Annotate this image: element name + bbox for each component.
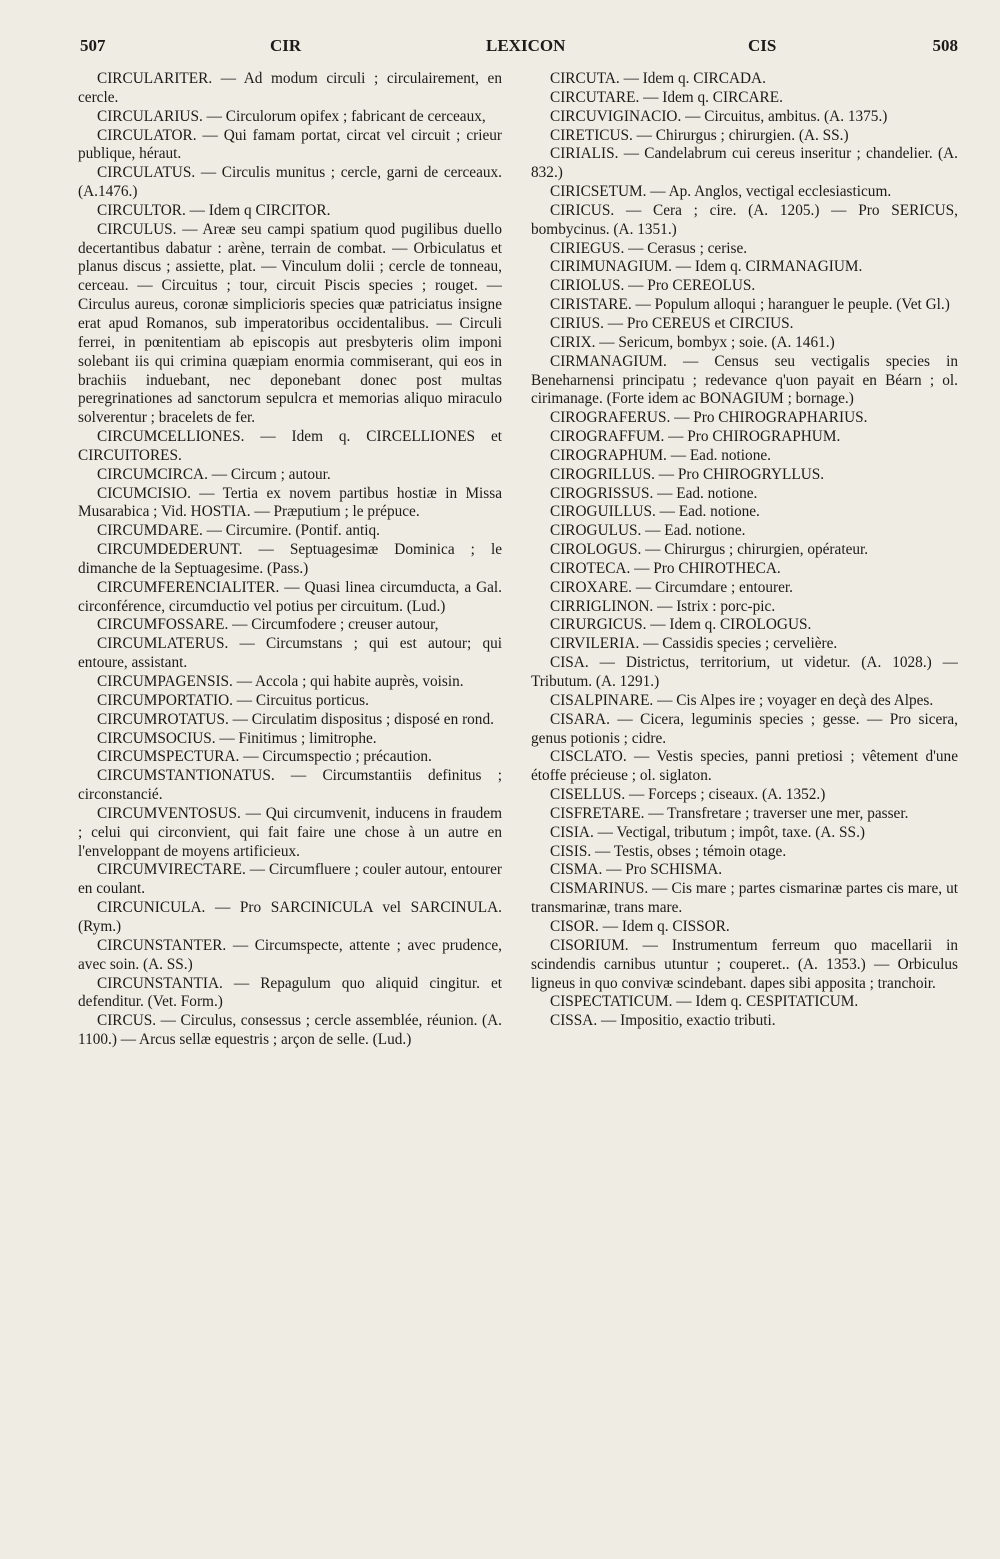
dictionary-entry: CIRCULTOR. — Idem q CIRCITOR. xyxy=(97,201,331,219)
left-page-number: 507 xyxy=(80,36,106,55)
dictionary-entry: CIROGRISSUS. — Ead. notione. xyxy=(550,484,758,502)
dictionary-entry: CIRICUS. — Cera ; cire. (A. 1205.) — Pro SERICUS, bombycinus. (A. 1351.) xyxy=(531,201,958,238)
dictionary-entry: CISMARINUS. — Cis mare ; partes cismarinæ partes cis mare, ut transmarinæ, trans mare. xyxy=(531,880,958,917)
dictionary-entry: CICUMCISIO. — Tertia ex novem partibus hostiæ in Missa Musarabica ; Vid. HOSTIA. — Præputium ; le prépuce. xyxy=(78,484,502,521)
dictionary-entry: CIRIEGUS. — Cerasus ; cerise. xyxy=(550,239,748,257)
dictionary-entry: CISIS. — Testis, obses ; témoin otage. xyxy=(550,842,787,860)
dictionary-entry: CISARA. — Cicera, leguminis species ; gesse. — Pro sicera, genus potionis ; cidre. xyxy=(531,710,958,747)
dictionary-entry: CISA. — Districtus, territorium, ut videtur. (A. 1028.) — Tributum. (A. 1291.) xyxy=(531,654,958,690)
dictionary-entry: CIRIX. — Sericum, bombyx ; soie. (A. 1461.) xyxy=(550,333,835,351)
dictionary-entry: CISFRETARE. — Transfretare ; traverser une mer, passer. xyxy=(550,804,909,822)
dictionary-entry: CIRCULATOR. — Qui famam portat, circat vel circuit ; crieur publique, héraut. xyxy=(78,126,502,163)
dictionary-entry: CISPECTATICUM. — Idem q. CESPITATICUM. xyxy=(550,993,859,1011)
dictionary-entry: CIROGUILLUS. — Ead. notione. xyxy=(550,503,760,521)
dictionary-entry: CIRCULATUS. — Circulis munitus ; cercle, garni de cerceaux. (A.1476.) xyxy=(78,164,502,201)
dictionary-entry: CISALPINARE. — Cis Alpes ire ; voyager en deçà des Alpes. xyxy=(550,691,934,709)
dictionary-entry: CIRCUMSTANTIONATUS. — Circumstantiis definitus ; circonstancié. xyxy=(78,767,502,804)
dictionary-entry: CIRCUVIGINACIO. — Circuitus, ambitus. (A. 1375.) xyxy=(550,107,888,125)
dictionary-entry: CIRCUMPORTATIO. — Circuitus porticus. xyxy=(97,691,369,709)
dictionary-entry: CIRCUMFERENCIALITER. — Quasi linea circumducta, a Gal. circonférence, circumductio vel potius per circuitum. (Lud.) xyxy=(78,578,502,615)
dictionary-entry: CIRIMUNAGIUM. — Idem q. CIRMANAGIUM. xyxy=(550,258,863,276)
dictionary-entry: CIRISTARE. — Populum alloqui ; haranguer le peuple. (Vet Gl.) xyxy=(550,296,950,314)
dictionary-entry: CIRCUMVIRECTARE. — Circumfluere ; couler autour, entourer en coulant. xyxy=(78,861,502,898)
dictionary-entry: CIRIOLUS. — Pro CEREOLUS. xyxy=(550,277,756,295)
dictionary-entry: CISELLUS. — Forceps ; ciseaux. (A. 1352.) xyxy=(550,786,826,804)
dictionary-entry: CIRCULARIUS. — Circulorum opifex ; fabricant de cerceaux, xyxy=(97,107,486,125)
dictionary-entry: CIROGRAFERUS. — Pro CHIROGRAPHARIUS. xyxy=(550,409,868,427)
dictionary-entry: CIRCUMSPECTURA. — Circumspectio ; précaution. xyxy=(97,748,432,766)
running-header xyxy=(0,36,1000,66)
dictionary-entry: CIRCUTA. — Idem q. CIRCADA. xyxy=(550,70,766,87)
right-page-number: 508 xyxy=(932,36,958,55)
left-column xyxy=(78,70,502,1540)
left-guide-word: CIR xyxy=(270,36,302,55)
dictionary-entry: CIRCULUS. — Areæ seu campi spatium quod pugilibus duello decertantibus dabatur : arène, terrain de combat. — Orbiculatus et planus discus ; assiette, plat. — Vinculum dolii ; cercle de tonneau, cerceau. — Circuitus ; tour, circuit Piscis species ; rouget. — Circulus aureus, coronæ simplicioris species quæ patriciatus insigne erat apud Romanos, sub imperatoribus occidentalibus. — Circuli ferrei, in pœnitentiam ab episcopis aut presbyteris olim imponi solebant iis qui crimina quæpiam enormia commiserant, qui eos in brachiis induebant, nec deponebant donec post multas peregrinationes ad sanctorum sepulcra et memorias aliquo miraculo solverentur ; bracelets de fer. xyxy=(78,220,502,427)
dictionary-entry: CIRCUMCIRCA. — Circum ; autour. xyxy=(97,465,331,483)
dictionary-entry: CIRCUMLATERUS. — Circumstans ; qui est autour; qui entoure, assistant. xyxy=(78,635,502,672)
right-column xyxy=(531,70,958,1540)
dictionary-entry: CIRCUTARE. — Idem q. CIRCARE. xyxy=(550,88,783,106)
dictionary-entry: CIROGRAPHUM. — Ead. notione. xyxy=(550,446,771,464)
dictionary-entry: CIRCUNICULA. — Pro SARCINICULA vel SARCINULA. (Rym.) xyxy=(78,899,502,935)
dictionary-entry: CIRMANAGIUM. — Census seu vectigalis species in Beneharnensi principatu ; redevance q'uon payait en Béarn ; ol. cirimanage. (Forte idem ac BONAGIUM ; bornage.) xyxy=(531,352,958,408)
dictionary-entry: CIROGRILLUS. — Pro CHIROGRYLLUS. xyxy=(550,465,825,483)
dictionary-entry: CIRCUMPAGENSIS. — Accola ; qui habite auprès, voisin. xyxy=(97,673,464,690)
dictionary-entry: CIRCULARITER. — Ad modum circuli ; circulairement, en cercle. xyxy=(78,70,502,106)
dictionary-entry: CISCLATO. — Vestis species, panni pretiosi ; vêtement d'une étoffe précieuse ; ol. siglaton. xyxy=(531,748,958,785)
dictionary-entry: CIRCUMCELLIONES. — Idem q. CIRCELLIONES et CIRCUITORES. xyxy=(78,428,502,464)
dictionary-entry: CISIA. — Vectigal, tributum ; impôt, taxe. (A. SS.) xyxy=(550,823,865,841)
dictionary-entry: CIRCUMDEDERUNT. — Septuagesimæ Dominica ; le dimanche de la Septuagesime. (Pass.) xyxy=(78,541,502,577)
dictionary-entry: CIROGULUS. — Ead. notione. xyxy=(550,522,746,540)
dictionary-entry: CIRCUMSOCIUS. — Finitimus ; limitrophe. xyxy=(97,729,377,747)
dictionary-entry: CISOR. — Idem q. CISSOR. xyxy=(550,917,730,935)
dictionary-entry: CIRIUS. — Pro CEREUS et CIRCIUS. xyxy=(550,314,794,332)
dictionary-entry: CIRCUMROTATUS. — Circulatim dispositus ; disposé en rond. xyxy=(97,710,494,728)
dictionary-entry: CIRCUS. — Circulus, consessus ; cercle assemblée, réunion. (A. 1100.) — Arcus sellæ equestris ; arçon de selle. (Lud.) xyxy=(78,1012,502,1049)
dictionary-entry: CIRICSETUM. — Ap. Anglos, vectigal ecclesiasticum. xyxy=(550,183,892,201)
dictionary-entry: CIRRIGLINON. — Istrix : porc-pic. xyxy=(550,597,776,615)
dictionary-entry: CIRETICUS. — Chirurgus ; chirurgien. (A. SS.) xyxy=(550,126,849,144)
dictionary-entry: CIRCUMDARE. — Circumire. (Pontif. antiq. xyxy=(97,522,380,540)
dictionary-entry: CIRCUNSTANTIA. — Repagulum quo aliquid cingitur. et defenditur. (Vet. Form.) xyxy=(78,974,502,1011)
dictionary-entry: CIRURGICUS. — Idem q. CIROLOGUS. xyxy=(550,616,812,634)
right-guide-word: CIS xyxy=(748,36,777,55)
dictionary-entry: CIRVILERIA. — Cassidis species ; cervelière. xyxy=(550,635,838,653)
dictionary-entry: CIRCUMFOSSARE. — Circumfodere ; creuser autour, xyxy=(97,616,439,634)
dictionary-entry: CIRIALIS. — Candelabrum cui cereus inseritur ; chandelier. (A. 832.) xyxy=(531,145,958,182)
dictionary-entry: CIROLOGUS. — Chirurgus ; chirurgien, opérateur. xyxy=(550,541,869,559)
dictionary-entry: CIRCUNSTANTER. — Circumspecte, attente ; avec prudence, avec soin. (A. SS.) xyxy=(78,936,502,973)
dictionary-entry: CIROTECA. — Pro CHIROTHECA. xyxy=(550,559,781,577)
page-title: LEXICON xyxy=(486,36,566,55)
dictionary-entry: CIROXARE. — Circumdare ; entourer. xyxy=(550,578,794,596)
dictionary-entry: CISMA. — Pro SCHISMA. xyxy=(550,861,723,879)
dictionary-entry: CISSA. — Impositio, exactio tributi. xyxy=(550,1012,776,1030)
dictionary-entry: CIROGRAFFUM. — Pro CHIROGRAPHUM. xyxy=(550,428,841,446)
dictionary-entry: CISORIUM. — Instrumentum ferreum quo macellarii in scindendis carnibus utuntur ; couperet.. (A. 1353.) — Orbiculus ligneus in quo convivæ scindebant. dapes sibi apposita ; tranchoir. xyxy=(531,936,958,992)
dictionary-entry: CIRCUMVENTOSUS. — Qui circumvenit, inducens in fraudem ; celui qui circonvient, qui fait faire une chose à un autre en l'enveloppant de moyens artificieux. xyxy=(78,804,502,860)
